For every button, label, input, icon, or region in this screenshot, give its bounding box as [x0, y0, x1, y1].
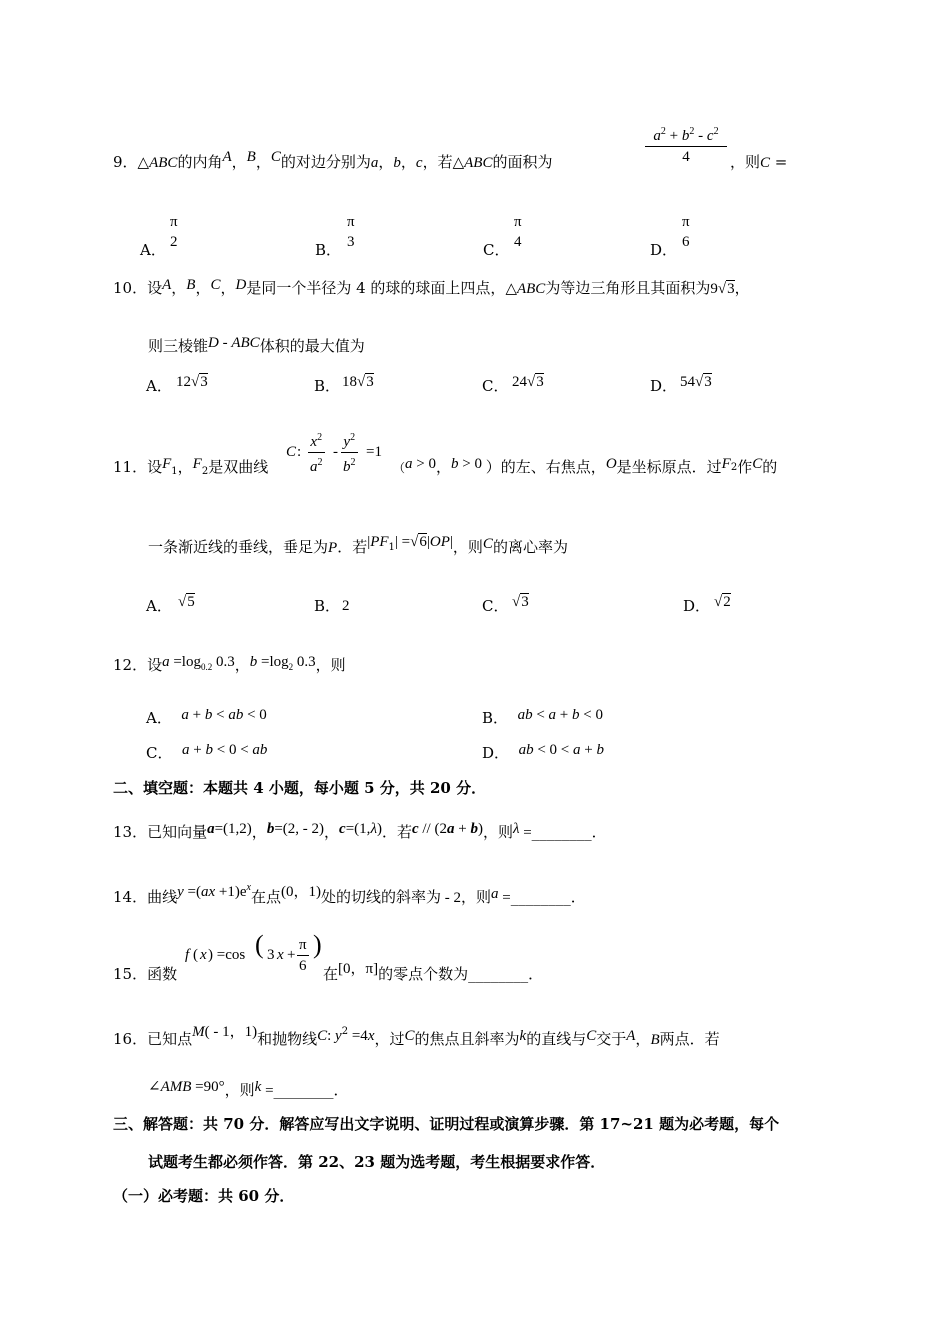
q15-line-end: 在[0，π]的零点个数为________．	[323, 961, 544, 983]
q9-line: 9．△ABC的内角A，B，C的对边分别为a，b，c，若△ABC的面积为	[113, 149, 553, 171]
q16-line2: ∠AMB =90°，则k =________．	[148, 1079, 349, 1099]
section-3-part-1: （一）必考题：共 60 分．	[113, 1187, 295, 1205]
q10-line2: 则三棱锥D - ABC体积的最大值为	[148, 335, 365, 355]
q11-line1: 11．设$F_1$，$F_2$是双曲线	[113, 456, 269, 477]
q11-line2: 一条渐近线的垂线，垂足为P．若$|PF_1| =√6|OP|$，则C的离心率为	[148, 534, 568, 556]
section-3-heading: 三、解答题：共 70 分．解答应写出文字说明、证明过程或演算步骤．第 17~21 题为必考题，每个	[113, 1115, 780, 1133]
section-3-heading-cont: 试题考生都必须作答．第 22、23 题为选考题，考生根据要求作答．	[148, 1153, 606, 1171]
q14-line: 14．曲线$y =(ax +1)e^x$在点(0，1)处的切线的斜率为 - 2，则a =________．	[113, 882, 586, 906]
section-2-heading: 二、填空题：本题共 4 小题，每小题 5 分，共 20 分．	[113, 779, 487, 797]
q10-options: A． 12√3 B． 18√3 C． 24√3 D． 54√3	[146, 374, 712, 395]
q11-line1-end: （a > 0，b > 0 ）的左、右焦点，O是坐标原点．过$F_2$作C的	[393, 456, 778, 476]
q9-end: ，则C =	[730, 153, 788, 171]
q12-option-c: C． a + b < 0 < ab	[146, 742, 268, 762]
q15-line: 15．函数	[113, 965, 178, 983]
q16-line1: 16．已知点M( - 1，1)和抛物线C: $y^2 =4x$，过C的焦点且斜率为k的直线与C交于A，B两点．若	[113, 1024, 720, 1048]
q9-fraction: $\frac{a^2 + b^2 - c^2}{4}$	[645, 122, 727, 167]
q13-line: 13．已知向量a=(1,2)，b=(2, - 2)，c=(1,λ)．若c // (2a + b)，则λ =________．	[113, 821, 607, 841]
q12-option-a: A． a + b < ab < 0	[146, 707, 267, 727]
q12-line: 12．设$a =\log_{0.2}$ 0.3，$b =\log_2$ 0.3，则	[113, 654, 346, 674]
q12-option-d: D． ab < 0 < a + b	[482, 742, 604, 762]
q12-option-b: B． ab < a + b < 0	[482, 707, 603, 727]
q10-line1: 10．设A，B，C，D是同一个半径为 4 的球的球面上四点，△ABC为等边三角形且其面积为9√3，	[113, 277, 750, 297]
q11-options: A． √5 B． 2 C． √3 D． √2	[146, 594, 731, 615]
